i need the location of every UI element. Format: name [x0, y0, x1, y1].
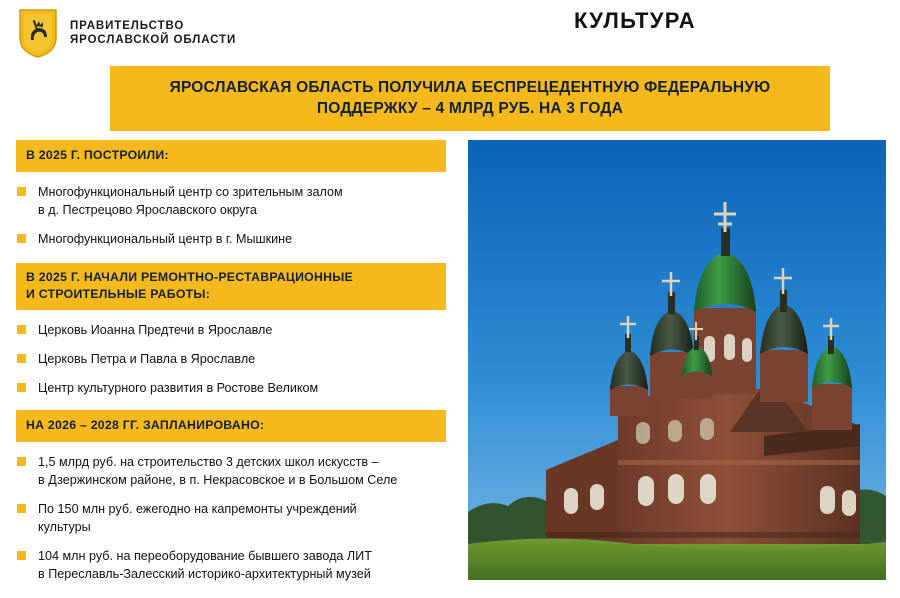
list-item: [16, 547, 446, 583]
highlight-banner: [110, 66, 830, 131]
bullet-square-icon: [17, 504, 26, 513]
list-item: [16, 453, 446, 489]
government-line-1: ПРАВИТЕЛЬСТВО: [70, 20, 185, 32]
list-item-text: Церковь Петра и Павла в Ярославле: [38, 352, 256, 366]
section-heading-built-2025: [16, 140, 446, 172]
government-logo-block: [18, 8, 236, 58]
list-item: [16, 321, 446, 339]
bullet-square-icon: [17, 383, 26, 392]
list-item: [16, 350, 446, 368]
bullet-square-icon: [17, 325, 26, 334]
list-item: [16, 230, 446, 248]
banner-line-2: ПОДДЕРЖКУ – 4 МЛРД РУБ. НА 3 ГОДА: [316, 100, 624, 117]
list-item-line-1: Многофункциональный центр в г. Мышкине: [38, 232, 293, 246]
list-item-text: [38, 500, 357, 536]
government-label: [70, 19, 236, 47]
content-column: [16, 140, 446, 583]
list-item-text: [38, 547, 372, 583]
section-heading-line-1: В 2025 Г. ПОСТРОИЛИ:: [26, 148, 169, 162]
bullet-square-icon: [17, 234, 26, 243]
yaroslavl-bear-coat-of-arms-icon: [18, 8, 58, 58]
government-line-2: ЯРОСЛАВСКОЙ ОБЛАСТИ: [70, 34, 237, 46]
section-list-built-2025: [16, 183, 446, 248]
section-list-restoration-2025: [16, 321, 446, 397]
list-item-line-2: в д. Пестрецово Ярославского округа: [38, 203, 257, 217]
bullet-square-icon: [17, 187, 26, 196]
church-illustration: [468, 140, 886, 580]
section-heading-line-1: В 2025 Г. НАЧАЛИ РЕМОНТНО-РЕСТАВРАЦИОННЫЕ: [26, 270, 353, 284]
list-item-line-2: в Дзержинском районе, в п. Некрасовское и в Большом Селе: [38, 473, 398, 487]
list-item-line-2: культуры: [38, 520, 91, 534]
section-heading-planned-2026-2028: [16, 410, 446, 442]
section-heading-line-1: НА 2026 – 2028 ГГ. ЗАПЛАНИРОВАНО:: [26, 418, 265, 432]
page-title: КУЛЬТУРА: [573, 8, 696, 33]
list-item-text: Центр культурного развития в Ростове Великом: [38, 381, 319, 395]
list-item: [16, 500, 446, 536]
list-item-text: [38, 183, 343, 219]
list-item: [16, 379, 446, 397]
list-item-line-1: Многофункциональный центр со зрительным залом: [38, 185, 343, 199]
section-heading-line-2: И СТРОИТЕЛЬНЫЕ РАБОТЫ:: [26, 287, 211, 301]
list-item-line-1: 1,5 млрд руб. на строительство 3 детских школ искусств –: [38, 455, 379, 469]
bullet-square-icon: [17, 551, 26, 560]
church-photo: [468, 140, 886, 580]
list-item-line-2: в Переславль-Залесский историко-архитектурный музей: [38, 567, 371, 581]
list-item-line-1: По 150 млн руб. ежегодно на капремонты учреждений: [38, 502, 357, 516]
page-header: [0, 0, 900, 62]
list-item-text: [38, 453, 397, 489]
section-heading-restoration-2025: [16, 263, 446, 310]
section-list-planned-2026-2028: [16, 453, 446, 583]
list-item: [16, 183, 446, 219]
bullet-square-icon: [17, 457, 26, 466]
bullet-square-icon: [17, 354, 26, 363]
list-item-line-1: 104 млн руб. на переоборудование бывшего завода ЛИТ: [38, 549, 372, 563]
banner-line-1: ЯРОСЛАВСКАЯ ОБЛАСТЬ ПОЛУЧИЛА БЕСПРЕЦЕДЕНТНУЮ ФЕДЕРАЛЬНУЮ: [169, 79, 771, 96]
list-item-text: [38, 230, 292, 248]
list-item-text: Церковь Иоанна Предтечи в Ярославле: [38, 323, 273, 337]
